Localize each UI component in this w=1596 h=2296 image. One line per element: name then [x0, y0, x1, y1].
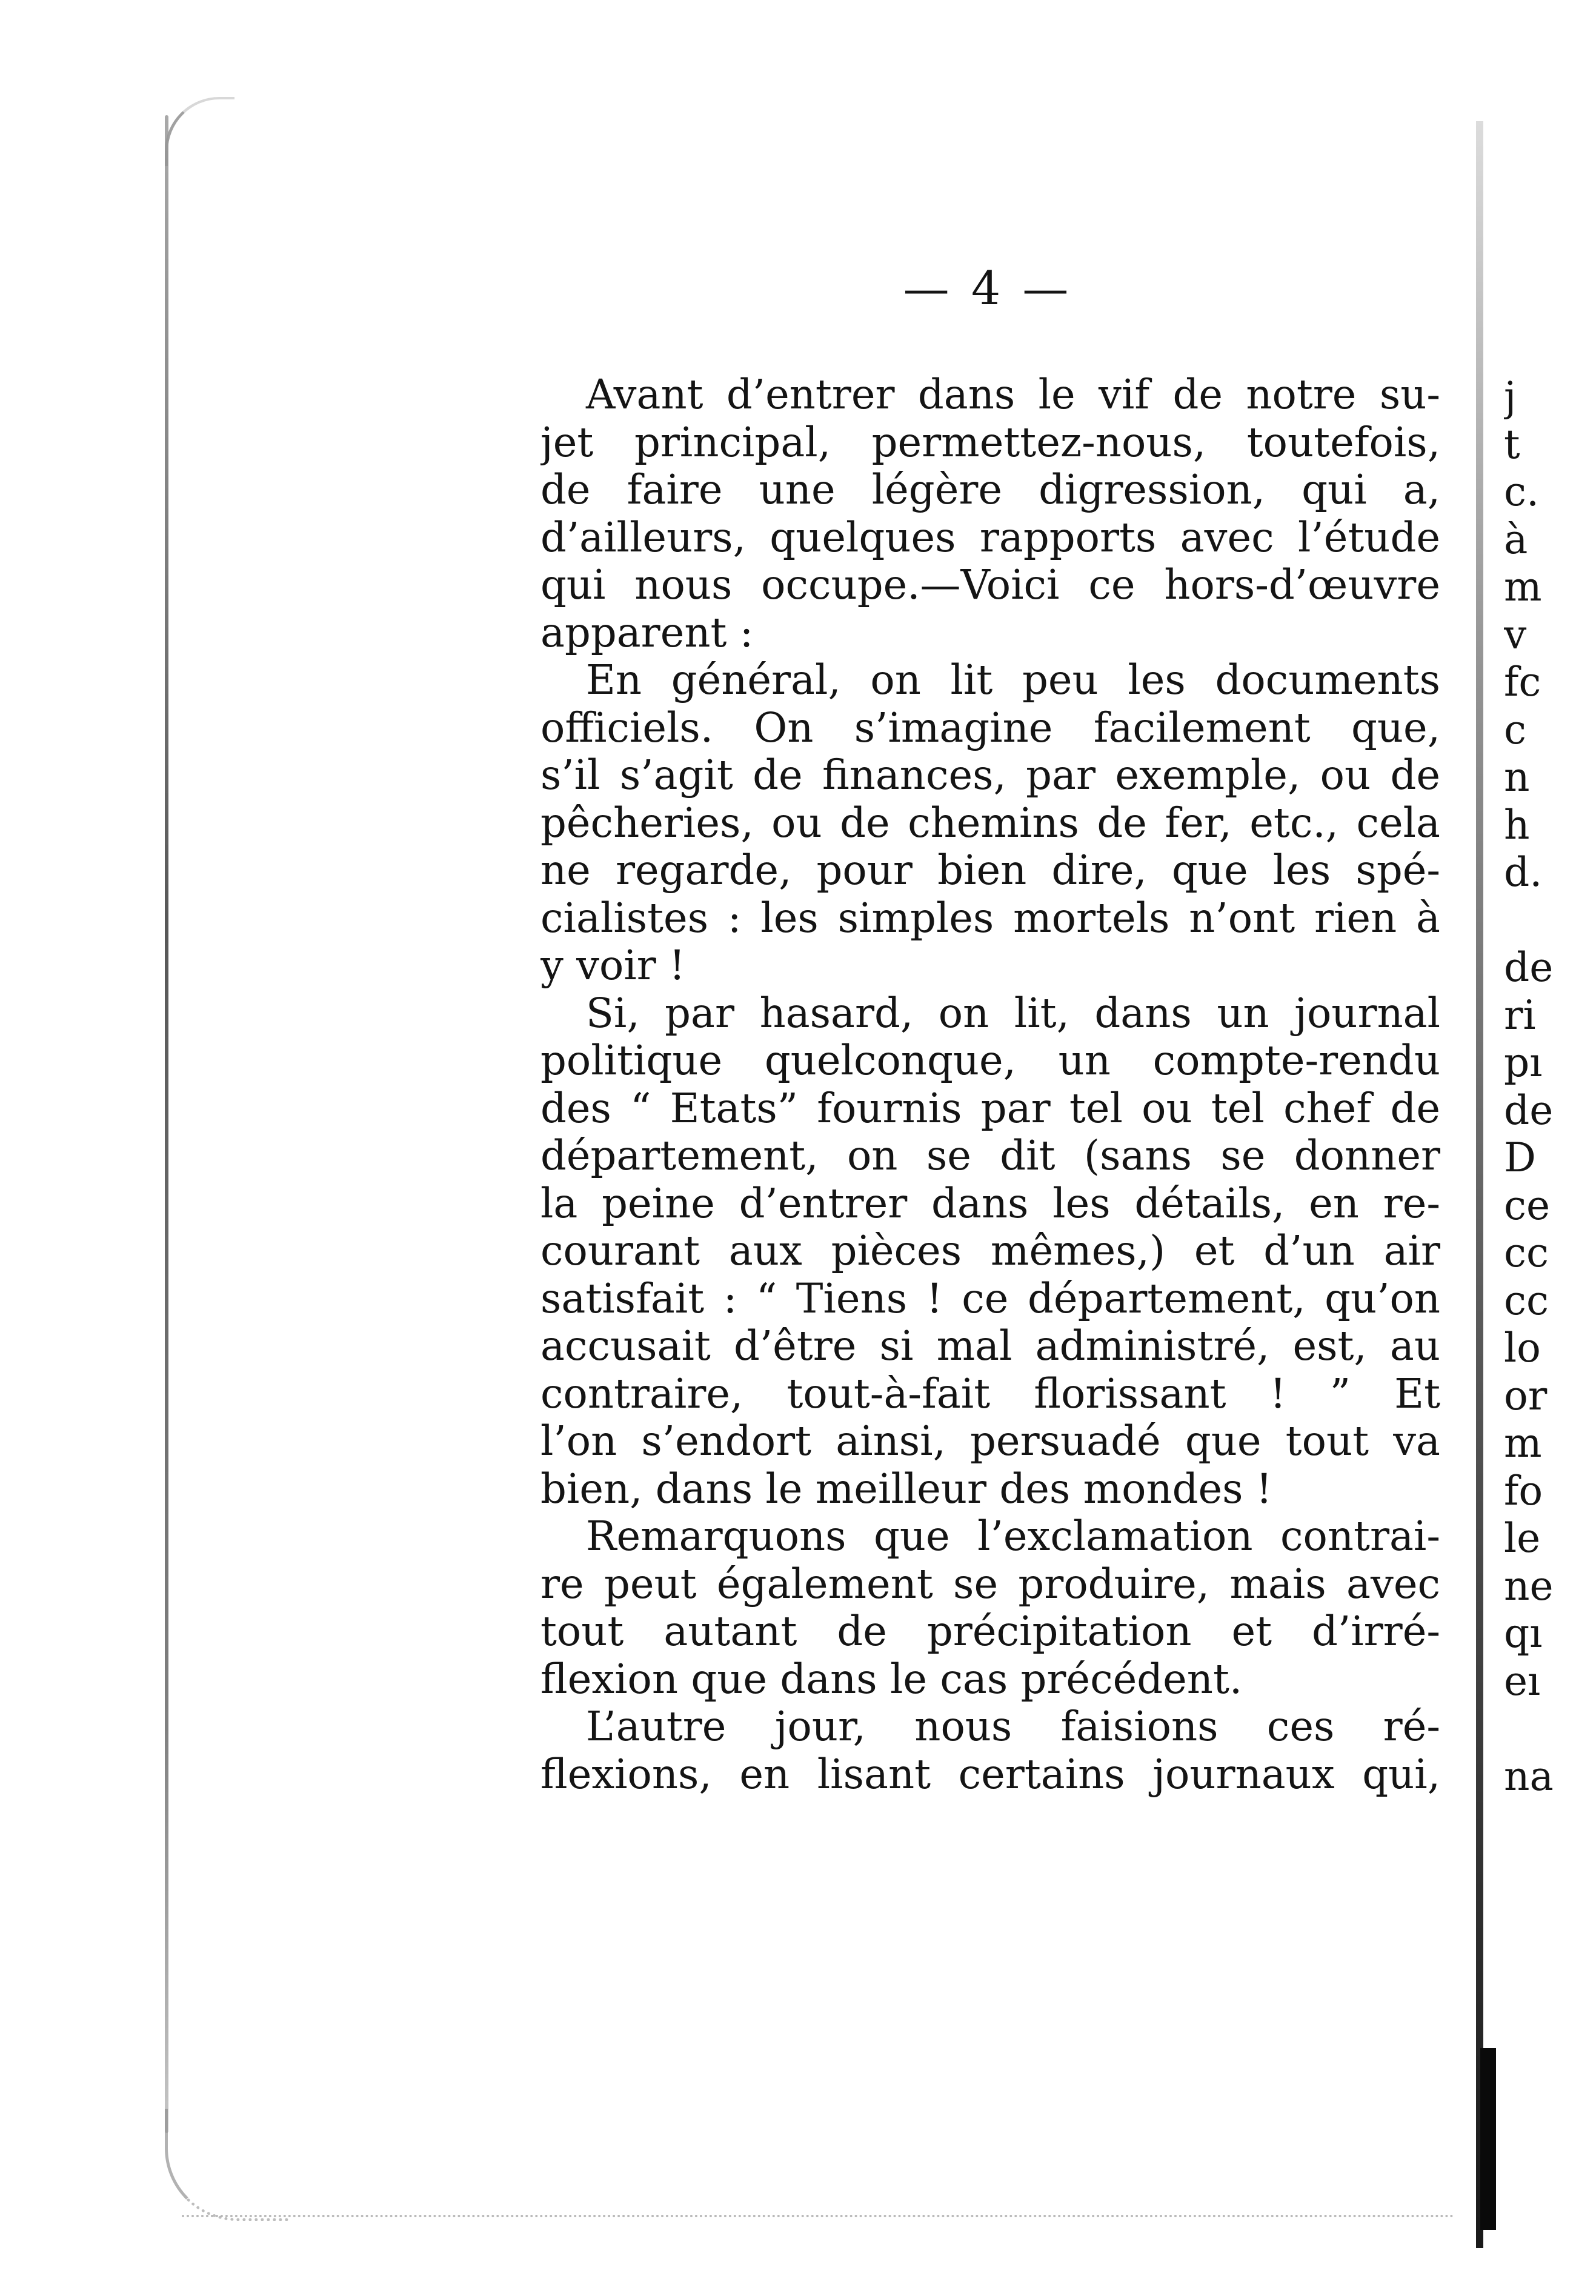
text-line: cialistes : les simples mortels n’ont rien à — [540, 894, 1440, 942]
facing-page-line: j — [1504, 373, 1517, 420]
page-frame-left-edge — [165, 115, 168, 2133]
text-line: En général, on lit peu les documents — [586, 656, 1440, 704]
text-line: département, on se dit (sans se donner — [540, 1132, 1440, 1179]
text-line: qui nous occupe.—Voici ce hors-d’œuvre — [540, 561, 1440, 608]
page-number: — 4 — — [903, 261, 1072, 315]
facing-page-line: ce — [1504, 1182, 1551, 1229]
text-line: ne regarde, pour bien dire, que les spé- — [540, 847, 1440, 894]
facing-page-line: fo — [1504, 1467, 1543, 1514]
facing-page-line: pı — [1504, 1039, 1543, 1086]
page-frame-corner-top — [165, 97, 234, 166]
text-line: politique quelconque, un compte-rendu — [540, 1037, 1440, 1084]
text-line: tout autant de précipitation et d’irré- — [540, 1608, 1440, 1655]
text-line: bien, dans le meilleur des mondes ! — [540, 1465, 1272, 1512]
facing-page-line: à — [1504, 516, 1528, 563]
facing-page-line: t — [1504, 421, 1520, 468]
facing-page-line: m — [1504, 564, 1542, 610]
text-line: L’autre jour, nous faisions ces ré- — [586, 1703, 1440, 1750]
text-line: des “ Etats” fournis par tel ou tel chef de — [540, 1084, 1440, 1132]
facing-page-line: eı — [1504, 1657, 1541, 1705]
text-line: Remarquons que l’exclamation contrai- — [586, 1512, 1440, 1560]
facing-page-line: ne — [1504, 1562, 1554, 1609]
text-line: y voir ! — [540, 942, 686, 989]
text-line: officiels. On s’imagine facilement que, — [540, 704, 1440, 751]
text-line: de faire une légère digression, qui a, — [540, 466, 1440, 513]
facing-page-line: na — [1504, 1752, 1554, 1800]
facing-page-line: d. — [1504, 849, 1543, 896]
text-line: accusait d’être si mal administré, est, au — [540, 1322, 1440, 1369]
text-line: Avant d’entrer dans le vif de notre su- — [586, 371, 1440, 418]
facing-page-line: D — [1504, 1134, 1536, 1181]
text-line: apparent : — [540, 608, 754, 656]
page-frame-bottom-edge — [182, 2215, 1454, 2217]
facing-page-line: or — [1504, 1372, 1548, 1419]
facing-page-line: de — [1504, 1086, 1554, 1134]
text-line: re peut également se produire, mais avec — [540, 1560, 1440, 1608]
facing-page-line: fc — [1504, 659, 1541, 705]
text-line: la peine d’entrer dans les détails, en re- — [540, 1179, 1440, 1227]
facing-page-line: lo — [1504, 1325, 1541, 1371]
text-line: l’on s’endort ainsi, persuadé que tout va — [540, 1417, 1440, 1465]
facing-page-line: cc — [1504, 1230, 1549, 1276]
text-line: d’ailleurs, quelques rapports avec l’étude — [540, 513, 1440, 561]
facing-page-line: ri — [1504, 991, 1536, 1039]
book-gutter-shadow — [1480, 2048, 1496, 2230]
text-line: courant aux pièces mêmes,) et d’un air — [540, 1227, 1440, 1274]
facing-page-line: v — [1504, 611, 1527, 658]
facing-page-line: m — [1504, 1420, 1542, 1466]
text-line: Si, par hasard, on lit, dans un journal — [586, 989, 1440, 1037]
facing-page-fragment — [1504, 373, 1592, 1800]
text-line: jet principal, permettez-nous, toutefois, — [540, 418, 1440, 466]
facing-page-line — [1504, 897, 1592, 945]
facing-page-line: qı — [1504, 1610, 1543, 1657]
text-line: flexion que dans le cas précédent. — [540, 1655, 1243, 1703]
text-line: contraire, tout-à-fait florissant ! ” Et — [540, 1369, 1440, 1417]
facing-page-line: cc — [1504, 1277, 1549, 1324]
page-frame-corner-bottom — [165, 2109, 289, 2221]
text-line: s’il s’agit de finances, par exemple, ou de — [540, 751, 1440, 799]
facing-page-line: de — [1504, 944, 1554, 991]
facing-page-line — [1504, 1705, 1592, 1753]
facing-page-line: h — [1504, 801, 1530, 848]
facing-page-line: n — [1504, 754, 1530, 800]
text-line: pêcheries, ou de chemins de fer, etc., cela — [540, 799, 1440, 847]
book-gutter — [1476, 121, 1483, 2248]
body-text — [540, 371, 1440, 1798]
text-line: flexions, en lisant certains journaux qui, — [540, 1750, 1440, 1798]
facing-page-line: c — [1504, 706, 1526, 753]
facing-page-line: c. — [1504, 468, 1539, 515]
facing-page-line: le — [1504, 1515, 1541, 1562]
text-line: satisfait : “ Tiens ! ce département, qu’on — [540, 1274, 1440, 1322]
